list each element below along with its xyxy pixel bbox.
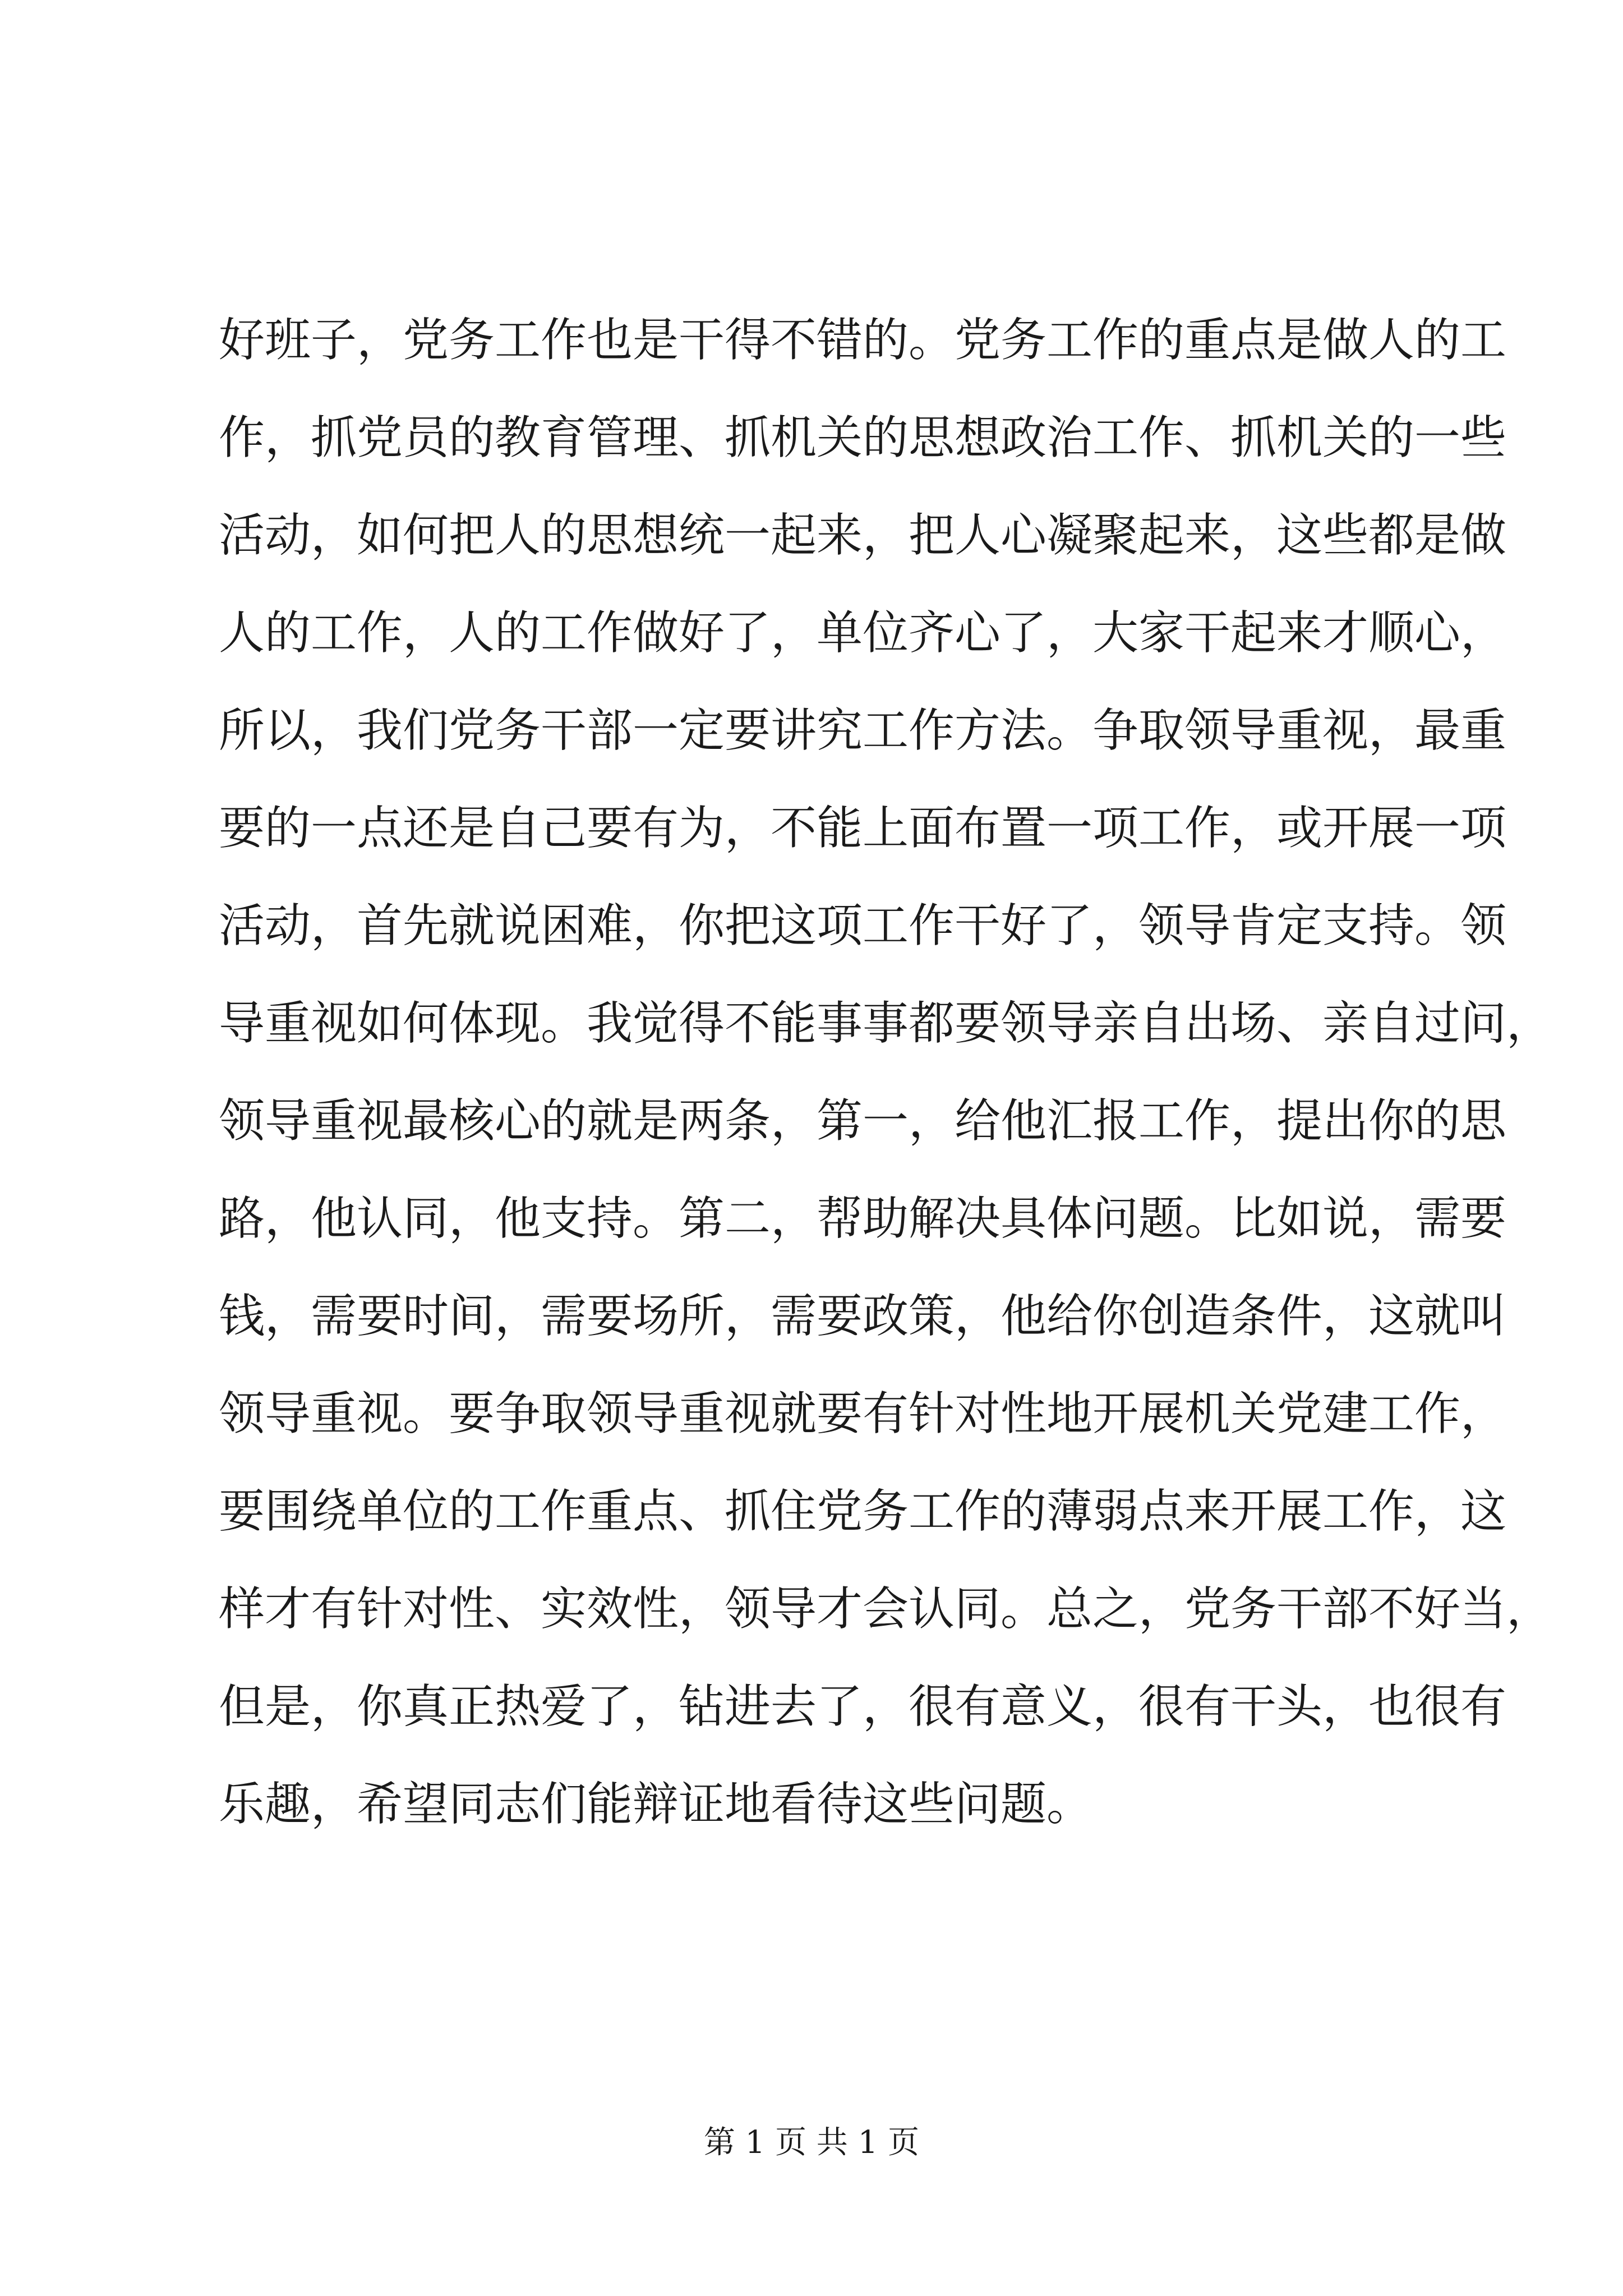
text-line: 领导重视最核心的就是两条，第一，给他汇报工作，提出你的思	[219, 1094, 1507, 1148]
page-number-label: 第 1 页 共 1 页	[703, 2124, 920, 2161]
body-paragraph	[219, 292, 1553, 1853]
text-line: 样才有针对性、实效性，领导才会认同。总之，党务干部不好当，	[219, 1582, 1553, 1636]
text-line: 要围绕单位的工作重点、抓住党务工作的薄弱点来开展工作，这	[219, 1485, 1507, 1538]
text-line: 好班子，党务工作也是干得不错的。党务工作的重点是做人的工	[219, 314, 1507, 367]
text-line: 乐趣，希望同志们能辩证地看待这些问题。	[219, 1778, 1093, 1831]
text-line: 但是，你真正热爱了，钻进去了，很有意义，很有干头，也很有	[219, 1680, 1507, 1733]
text-line: 活动，首先就说困难，你把这项工作干好了，领导肯定支持。领	[219, 899, 1507, 953]
text-line: 活动，如何把人的思想统一起来，把人心凝聚起来，这些都是做	[219, 509, 1507, 562]
text-line: 人的工作，人的工作做好了，单位齐心了，大家干起来才顺心，	[219, 606, 1507, 660]
text-line: 要的一点还是自己要有为，不能上面布置一项工作，或开展一项	[219, 802, 1507, 855]
text-line: 作，抓党员的教育管理、抓机关的思想政治工作、抓机关的一些	[219, 411, 1507, 464]
text-line: 钱，需要时间，需要场所，需要政策，他给你创造条件，这就叫	[219, 1290, 1507, 1343]
text-line: 路，他认同，他支持。第二，帮助解决具体问题。比如说，需要	[219, 1192, 1507, 1245]
text-line: 领导重视。要争取领导重视就要有针对性地开展机关党建工作，	[219, 1387, 1507, 1441]
text-line: 导重视如何体现。我觉得不能事事都要领导亲自出场、亲自过问，	[219, 997, 1553, 1050]
text-line: 所以，我们党务干部一定要讲究工作方法。争取领导重视，最重	[219, 704, 1507, 757]
page-footer	[0, 2120, 1623, 2165]
